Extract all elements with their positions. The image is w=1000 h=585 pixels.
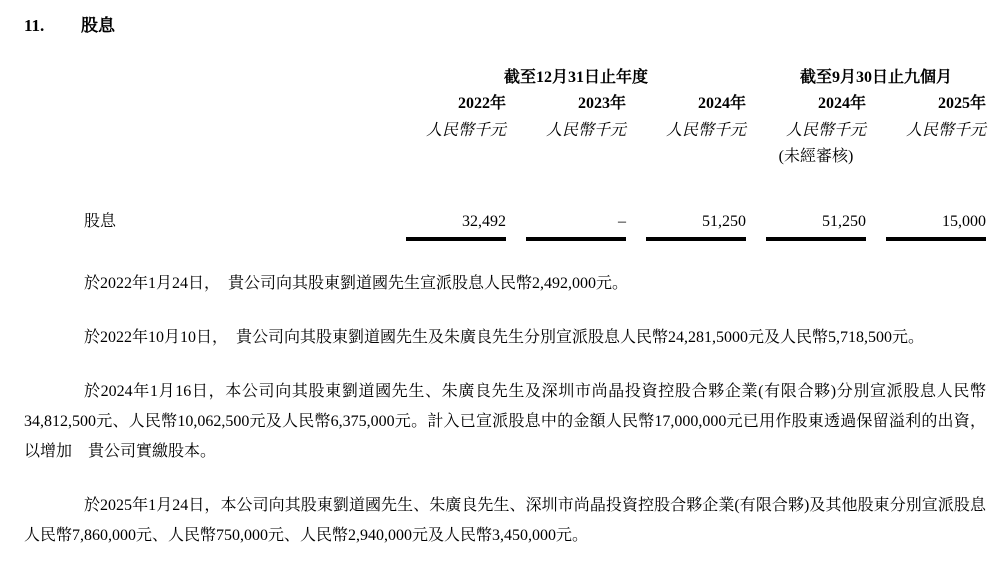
year-header: 2024年 xyxy=(697,95,746,112)
unit-header: 人民幣千元 xyxy=(665,122,746,139)
double-rule xyxy=(646,237,746,241)
double-rule xyxy=(886,237,986,241)
year-header: 2025年 xyxy=(937,95,986,112)
row-label-dividends: 股息 xyxy=(84,213,117,230)
unit-header: 人民幣千元 xyxy=(905,122,986,139)
paragraph-2022-oct: 於2022年10月10日， 貴公司向其股東劉道國先生及朱廣良先生分別宣派股息人民幣24,281,5000元及人民幣5,718,500元。 xyxy=(84,329,925,346)
paragraph-2024-jan: 於2024年1月16日，本公司向其股東劉道國先生、朱廣良先生及深圳市尚晶投資控股合夥企業(有限合夥)分別宣派股息人民幣34,812,500元、人民幣10,062,500元及人民幣6,375,000元。計入已宣派股息中的金額人民幣17,000,000元已用作股東透過保留溢利的出資，以增加 貴公司實繳股本。 xyxy=(24,383,986,460)
paragraph-2022-jan: 於2022年1月24日， 貴公司向其股東劉道國先生宣派股息人民幣2,492,000元。 xyxy=(84,275,629,292)
dividend-value: 51,250 xyxy=(702,213,746,230)
year-header: 2022年 xyxy=(457,95,506,112)
dividend-value: 15,000 xyxy=(942,213,986,230)
dividend-value: – xyxy=(618,213,626,230)
section-number: 11. xyxy=(24,16,45,35)
unaudited-note: (未經審核) xyxy=(778,148,854,165)
notes-section xyxy=(24,269,986,551)
unit-header: 人民幣千元 xyxy=(545,122,626,139)
colgroup-annual-header: 截至12月31日止年度 xyxy=(503,69,648,86)
dividends-table xyxy=(24,66,986,241)
dividend-value: 32,492 xyxy=(462,213,506,230)
dividend-value: 51,250 xyxy=(822,213,866,230)
double-rule xyxy=(766,237,866,241)
unit-header: 人民幣千元 xyxy=(785,122,866,139)
table-colgroup-row xyxy=(24,66,986,90)
table-note-row xyxy=(24,144,986,170)
section-heading xyxy=(24,14,986,38)
year-header: 2023年 xyxy=(577,95,626,112)
table-unit-header-row xyxy=(24,117,986,144)
table-total-rules-row xyxy=(24,234,986,241)
table-year-header-row xyxy=(24,90,986,117)
unit-header: 人民幣千元 xyxy=(425,122,506,139)
colgroup-ninemonth-header: 截至9月30日止九個月 xyxy=(799,69,952,86)
double-rule xyxy=(406,237,506,241)
table-row xyxy=(24,210,986,234)
page-title: 股息 xyxy=(81,16,115,35)
year-header: 2024年 xyxy=(817,95,866,112)
double-rule xyxy=(526,237,626,241)
paragraph-2025-jan: 於2025年1月24日，本公司向其股東劉道國先生、朱廣良先生、深圳市尚晶投資控股合夥企業(有限合夥)及其他股東分別宣派股息人民幣7,860,000元、人民幣750,000元、人民幣2,940,000元及人民幣3,450,000元。 xyxy=(24,497,986,544)
